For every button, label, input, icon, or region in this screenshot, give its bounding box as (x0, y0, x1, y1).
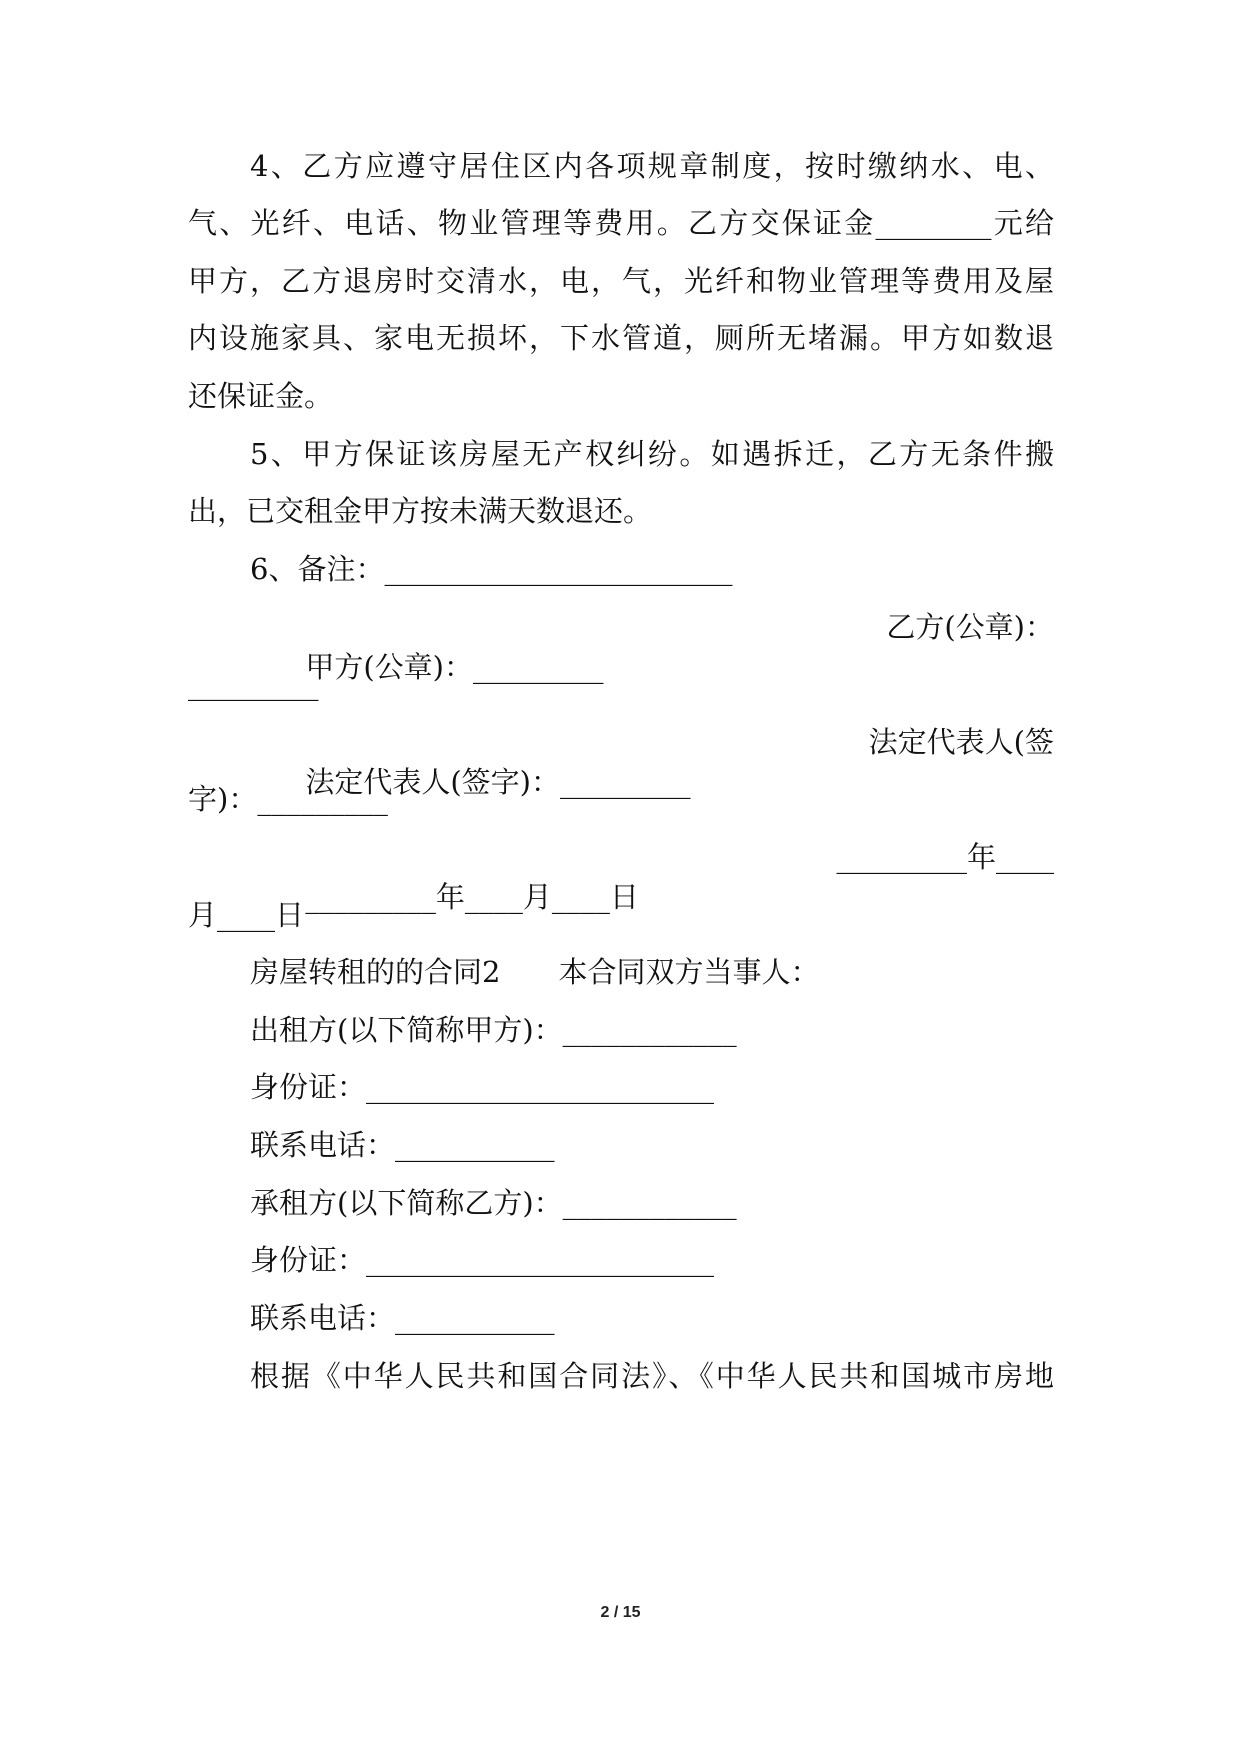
lessee-id-line: 身份证：________________________ (250, 1243, 715, 1277)
party-a-seal-label: 甲方(公章)：_________ (305, 650, 604, 684)
lessee-line: 承租方(以下简称乙方)：____________ (250, 1186, 737, 1220)
clause-4-line-3: 甲方，乙方退房时交清水，电，气，光纤和物业管理等费用及屋 (188, 264, 1054, 298)
clause-4-line-1: 4、乙方应遵守居住区内各项规章制度，按时缴纳水、电、 (250, 149, 1054, 183)
page-number: 2 / 15 (600, 1604, 641, 1621)
party-b-seal-blank: _________ (188, 667, 319, 701)
party-b-seal-label: 乙方(公章)： (886, 610, 1054, 644)
party-b-representative-label: 法定代表人(签 (868, 725, 1054, 759)
clause-4-line-4: 内设施家具、家电无损坏，下水管道，厕所无堵漏。甲方如数退 (188, 321, 1054, 355)
party-a-date: _________年____月____日 (305, 880, 639, 914)
signature-party-a-seal (188, 607, 1054, 684)
party-a-representative-label: 法定代表人(签字)：_________ (305, 765, 691, 799)
signature-representative (188, 722, 1054, 799)
clause-5-line-1: 5、甲方保证该房屋无产权纠纷。如遇拆迁，乙方无条件搬 (250, 437, 1054, 471)
clause-4-line-5: 还保证金。 (188, 379, 334, 413)
party-b-representative-continued: 字)：_________ (188, 782, 388, 816)
signature-date (188, 837, 1054, 914)
lessor-phone-line: 联系电话：___________ (250, 1128, 555, 1162)
clause-4-line-2: 气、光纤、电话、物业管理等费用。乙方交保证金________元给 (188, 206, 1054, 240)
contract-2-heading: 房屋转租的的合同2 本合同双方当事人： (250, 955, 820, 989)
clause-6-remarks: 6、备注：________________________ (250, 552, 733, 586)
lessee-phone-line: 联系电话：___________ (250, 1301, 555, 1335)
lessor-line: 出租方(以下简称甲方)：____________ (250, 1013, 737, 1047)
legal-basis-line: 根据《中华人民共和国合同法》、《中华人民共和国城市房地 (250, 1359, 1054, 1393)
clause-5-line-2: 出，已交租金甲方按未满天数退还。 (188, 494, 653, 528)
party-b-date-continued: 月____日 (188, 898, 305, 932)
lessor-id-line: 身份证：________________________ (250, 1070, 715, 1104)
party-b-date: _________年____ (836, 840, 1054, 874)
